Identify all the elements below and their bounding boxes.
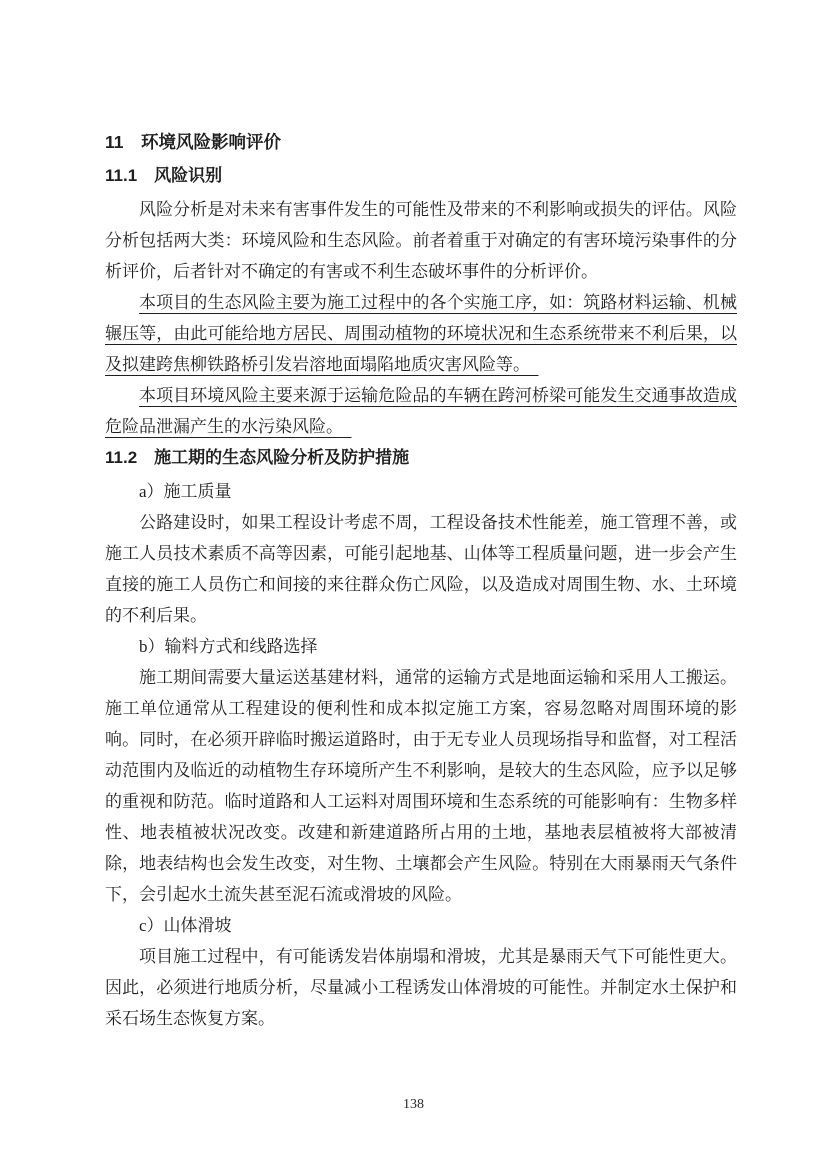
page-footer	[0, 1095, 827, 1113]
section-heading: 11.2 施工期的生态风险分析及防护措施	[105, 448, 410, 467]
chapter-heading: 11 环境风险影响评价	[105, 132, 281, 152]
paragraph: 项目施工过程中，有可能诱发岩体崩塌和滑坡，尤其是暴雨天气下可能性更大。因此，必须进行地质分析，尽量减小工程诱发山体滑坡的可能性。并制定水土保护和采石场生态恢复方案。	[105, 947, 737, 1028]
section-heading: 11.1 风险识别	[105, 166, 223, 185]
paragraph: c）山体滑坡	[139, 916, 232, 935]
paragraph: b）输料方式和线路选择	[139, 637, 318, 656]
underlined-paragraph: 本项目的生态风险主要为施工过程中的各个实施工序，如：筑路材料运输、机械辗压等，由此可能给地方居民、周围动植物的环境状况和生态系统带来不利后果，以及拟建跨焦柳铁路桥引发岩溶地面塌陷地质灾害风险等。	[105, 293, 737, 374]
paragraph: a）施工质量	[139, 482, 232, 501]
paragraph: 风险分析是对未来有害事件发生的可能性及带来的不利影响或损失的评估。风险分析包括两大类：环境风险和生态风险。前者着重于对确定的有害环境污染事件的分析评价，后者针对不确定的有害或不利生态破坏事件的分析评价。	[105, 200, 737, 281]
document-body	[105, 130, 737, 1034]
underlined-paragraph: 本项目环境风险主要来源于运输危险品的车辆在跨河桥梁可能发生交通事故造成危险品泄漏产生的水污染风险。	[105, 386, 737, 436]
paragraph: 施工期间需要大量运送基建材料，通常的运输方式是地面运输和采用人工搬运。施工单位通常从工程建设的便利性和成本拟定施工方案，容易忽略对周围环境的影响。同时，在必须开辟临时搬运道路时，由于无专业人员现场指导和监督，对工程活动范围内及临近的动植物生存环境所产生不利影响，是较大的生态风险，应予以足够的重视和防范。临时道路和人工运料对周围环境和生态系统的可能影响有：生物多样性、地表植被状况改变。改建和新建道路所占用的土地，基地表层植被将大部被清除，地表结构也会发生改变，对生物、土壤都会产生风险。特别在大雨暴雨天气条件下，会引起水土流失甚至泥石流或滑坡的风险。	[105, 668, 737, 904]
paragraph: 公路建设时，如果工程设计考虑不周，工程设备技术性能差，施工管理不善，或施工人员技术素质不高等因素，可能引起地基、山体等工程质量问题，进一步会产生直接的施工人员伤亡和间接的来往群众伤亡风险，以及造成对周围生物、水、土环境的不利后果。	[105, 513, 737, 625]
page-number: 138	[403, 1097, 424, 1112]
